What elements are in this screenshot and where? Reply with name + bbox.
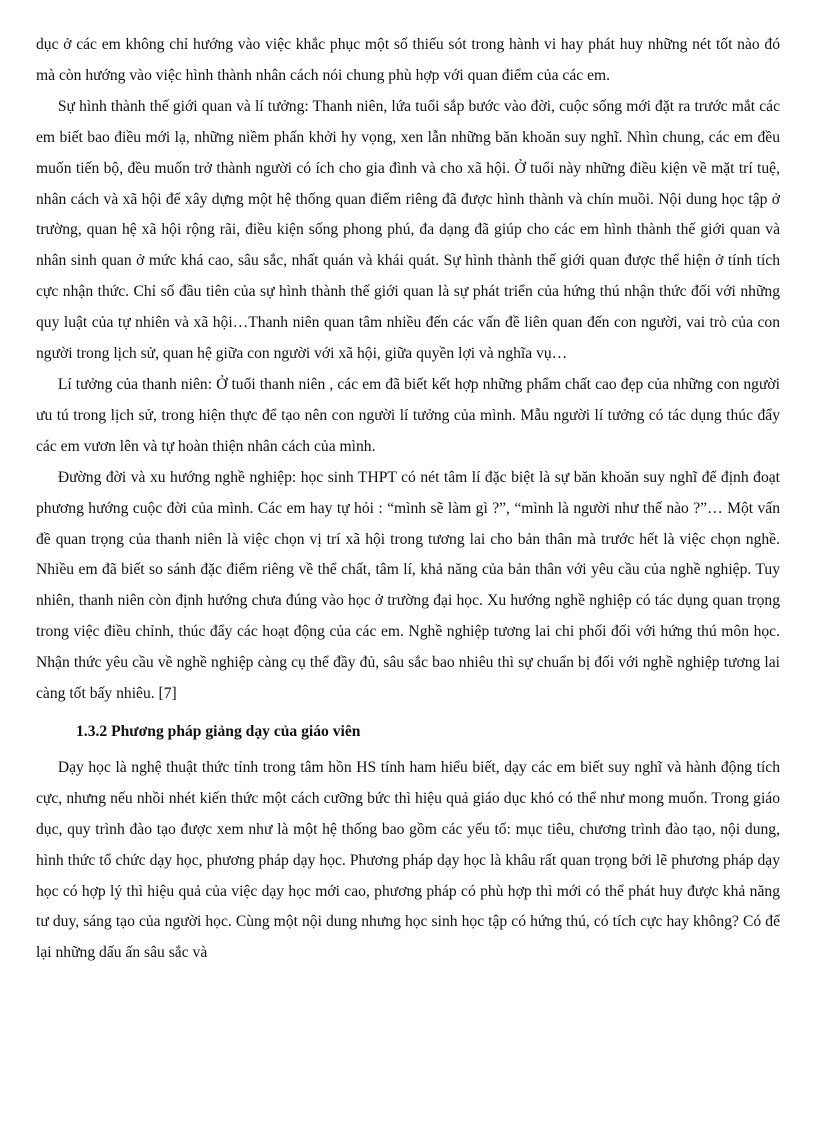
- document-page: [36, 30, 780, 969]
- paragraph-intro-continuation: dục ở các em không chỉ hướng vào việc khắc phục một số thiếu sót trong hành vi hay phát huy những nét tốt nào đó mà còn hướng vào việc hình thành nhân cách nói chung phù hợp với quan điểm của các em.: [36, 36, 780, 84]
- paragraph-teaching-methods: Dạy học là nghệ thuật thức tỉnh trong tâm hồn HS tính ham hiểu biết, dạy các em biết suy nghĩ và hành động tích cực, nhưng nếu nhồi nhét kiến thức một cách cưỡng bức thì hiệu quả giáo dục khó có thể như mong muốn. Trong giáo dục, quy trình đào tạo được xem như là một hệ thống bao gồm các yếu tố: mục tiêu, chương trình đào tạo, nội dung, hình thức tổ chức dạy học, phương pháp dạy học. Phương pháp dạy học là khâu rất quan trọng bởi lẽ phương pháp dạy học có hợp lý thì hiệu quả của việc dạy học mới cao, phương pháp có phù hợp thì mới có thể phát huy được khả năng tư duy, sáng tạo của người học. Cùng một nội dung nhưng học sinh học tập có hứng thú, có tích cực hay không? Có để lại những dấu ấn sâu sắc và: [36, 758, 780, 962]
- paragraph-career-orientation: Đường đời và xu hướng nghề nghiệp: học sinh THPT có nét tâm lí đặc biệt là sự băn khoăn suy nghĩ để định đoạt phương hướng cuộc đời của mình. Các em hay tự hỏi : “mình sẽ làm gì ?”, “mình là người như thế nào ?”… Một vấn đề quan trọng của thanh niên là việc chọn vị trí xã hội trong tương lai cho bản thân mà trước hết là việc chọn nghề. Nhiều em đã biết so sánh đặc điểm riêng về thể chất, tâm lí, khả năng của bản thân với yêu cầu của nghề nghiệp. Tuy nhiên, thanh niên còn định hướng chưa đúng vào học ở trường đại học. Xu hướng nghề nghiệp có tác dụng quan trọng trong việc điều chỉnh, thúc đẩy các hoạt động của các em. Nghề nghiệp tương lai chi phối đối với hứng thú môn học. Nhận thức yêu cầu về nghề nghiệp càng cụ thể đầy đủ, sâu sắc bao nhiêu thì sự chuẩn bị đối với nghề nghiệp tương lai càng tốt bấy nhiêu. [7]: [36, 468, 780, 703]
- paragraph-worldview-ideals: Sự hình thành thế giới quan và lí tưởng: Thanh niên, lứa tuổi sắp bước vào đời, cuộc sống mới đặt ra trước mắt các em biết bao điều mới lạ, những niềm phấn khởi hy vọng, xen lẫn những băn khoăn suy nghĩ. Nhìn chung, các em đều muốn tiến bộ, đều muốn trở thành người có ích cho gia đình và cho xã hội. Ở tuổi này những điều kiện về mặt trí tuệ, nhân cách và xã hội để xây dựng một hệ thống quan điểm riêng đã được hình thành và chín muồi. Nội dung học tập ở trường, quan hệ xã hội rộng rãi, điều kiện sống phong phú, đa dạng đã giúp cho các em hình thành thế giới quan và nhân sinh quan ở mức khá cao, sâu sắc, nhất quán và khái quát. Sự hình thành thế giới quan được thể hiện ở tính tích cực nhận thức. Chỉ số đầu tiên của sự hình thành thế giới quan là sự phát triển của hứng thú nhận thức đối với những quy luật của tự nhiên và xã hội…Thanh niên quan tâm nhiều đến các vấn đề liên quan đến con người, vai trò của con người trong lịch sử, quan hệ giữa con người với xã hội, giữa quyền lợi và nghĩa vụ…: [36, 97, 780, 363]
- section-heading: 1.3.2 Phương pháp giảng dạy của giáo viên: [76, 722, 361, 740]
- paragraph-youth-ideals: Lí tưởng của thanh niên: Ở tuổi thanh niên , các em đã biết kết hợp những phẩm chất cao đẹp của những con người ưu tú trong lịch sử, trong hiện thực để tạo nên con người lí tưởng của mình. Mẫu người lí tưởng có tác dụng thúc đẩy các em vươn lên và tự hoàn thiện nhân cách của mình.: [36, 375, 780, 455]
